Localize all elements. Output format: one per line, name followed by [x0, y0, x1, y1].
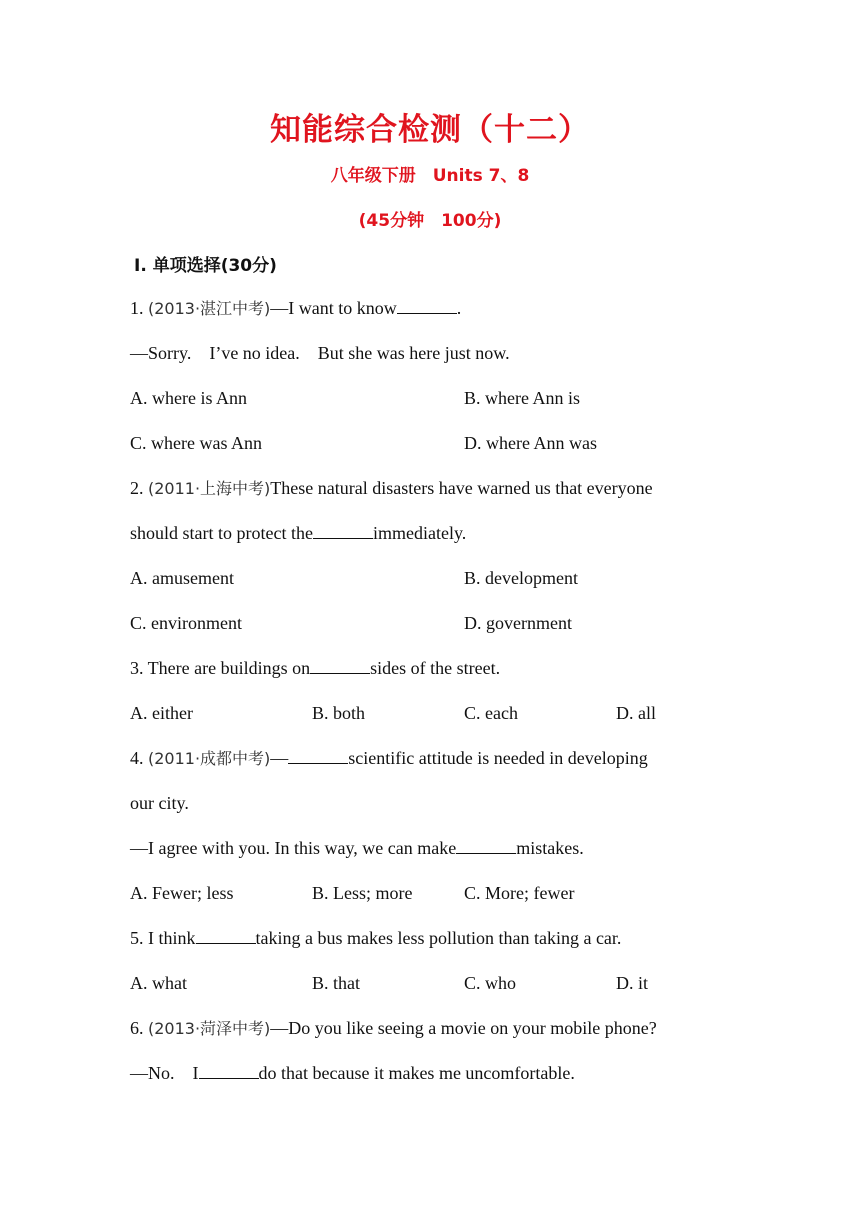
answer-blank [199, 1062, 259, 1079]
option-a: A. what [130, 973, 187, 993]
option-a: A. Fewer; less [130, 883, 234, 903]
question-text: —I want to know [270, 298, 397, 318]
question-6 [130, 1016, 657, 1041]
option-c: C. where was Ann [130, 433, 262, 453]
question-text: —No. I [130, 1063, 199, 1083]
question-text: taking a bus makes less pollution than taking a car. [255, 928, 622, 948]
option-c: C. each [464, 703, 518, 723]
question-6-reply [130, 1061, 575, 1085]
question-source: (2013·菏泽中考) [148, 1019, 271, 1038]
question-text: mistakes. [516, 838, 584, 858]
option-d: D. government [464, 613, 572, 633]
question-number: 6. [130, 1018, 148, 1038]
option-a: A. either [130, 703, 193, 723]
question-text: should start to protect the [130, 523, 313, 543]
question-2-continued [130, 521, 466, 545]
option-b: B. that [312, 973, 360, 993]
document-title: 知能综合检测（十二） [270, 112, 590, 148]
option-c: C. environment [130, 613, 242, 633]
option-a: A. where is Ann [130, 388, 247, 408]
question-text: —I agree with you. In this way, we can make [130, 838, 457, 858]
question-text: . [456, 298, 462, 318]
section-heading: Ⅰ. 单项选择(30分) [134, 256, 277, 276]
option-d: D. it [616, 973, 649, 993]
question-1 [130, 296, 461, 321]
option-b: B. development [464, 568, 578, 588]
question-4-reply [130, 836, 584, 860]
question-2 [130, 476, 653, 501]
option-d: D. where Ann was [464, 433, 597, 453]
option-c: C. who [464, 973, 517, 993]
question-text: 3. There are buildings on [130, 658, 311, 678]
question-text: —Do you like seeing a movie on your mobile phone? [270, 1018, 657, 1038]
question-number: 2. [130, 478, 148, 498]
option-b: B. Less; more [312, 883, 413, 903]
answer-blank [397, 297, 457, 314]
question-text: 5. I think [130, 928, 196, 948]
question-source: (2013·湛江中考) [148, 299, 271, 318]
question-text: scientific attitude is needed in developing [348, 748, 648, 768]
answer-blank [310, 657, 370, 674]
question-text: — [270, 748, 289, 768]
option-a: A. amusement [130, 568, 234, 588]
question-text: immediately. [372, 523, 467, 543]
question-5 [130, 926, 621, 950]
question-source: (2011·上海中考) [148, 479, 271, 498]
question-3 [130, 656, 500, 680]
option-d: D. all [616, 703, 656, 723]
question-text: These natural disasters have warned us that everyone [270, 478, 653, 498]
answer-blank [288, 747, 348, 764]
question-number: 1. [130, 298, 148, 318]
option-c: C. More; fewer [464, 883, 575, 903]
option-b: B. where Ann is [464, 388, 580, 408]
question-number: 4. [130, 748, 148, 768]
question-4 [130, 746, 648, 771]
time-and-score: (45分钟 100分) [358, 211, 502, 231]
question-4-continued: our city. [130, 793, 189, 813]
question-source: (2011·成都中考) [148, 749, 271, 768]
answer-blank [456, 837, 516, 854]
question-text: do that because it makes me uncomfortable. [258, 1063, 575, 1083]
question-1-reply: —Sorry. I’ve no idea. But she was here just now. [130, 343, 510, 363]
document-subtitle: 八年级下册 Units 7、8 [330, 166, 530, 186]
answer-blank [313, 522, 373, 539]
option-b: B. both [312, 703, 366, 723]
answer-blank [196, 927, 256, 944]
question-text: sides of the street. [370, 658, 501, 678]
